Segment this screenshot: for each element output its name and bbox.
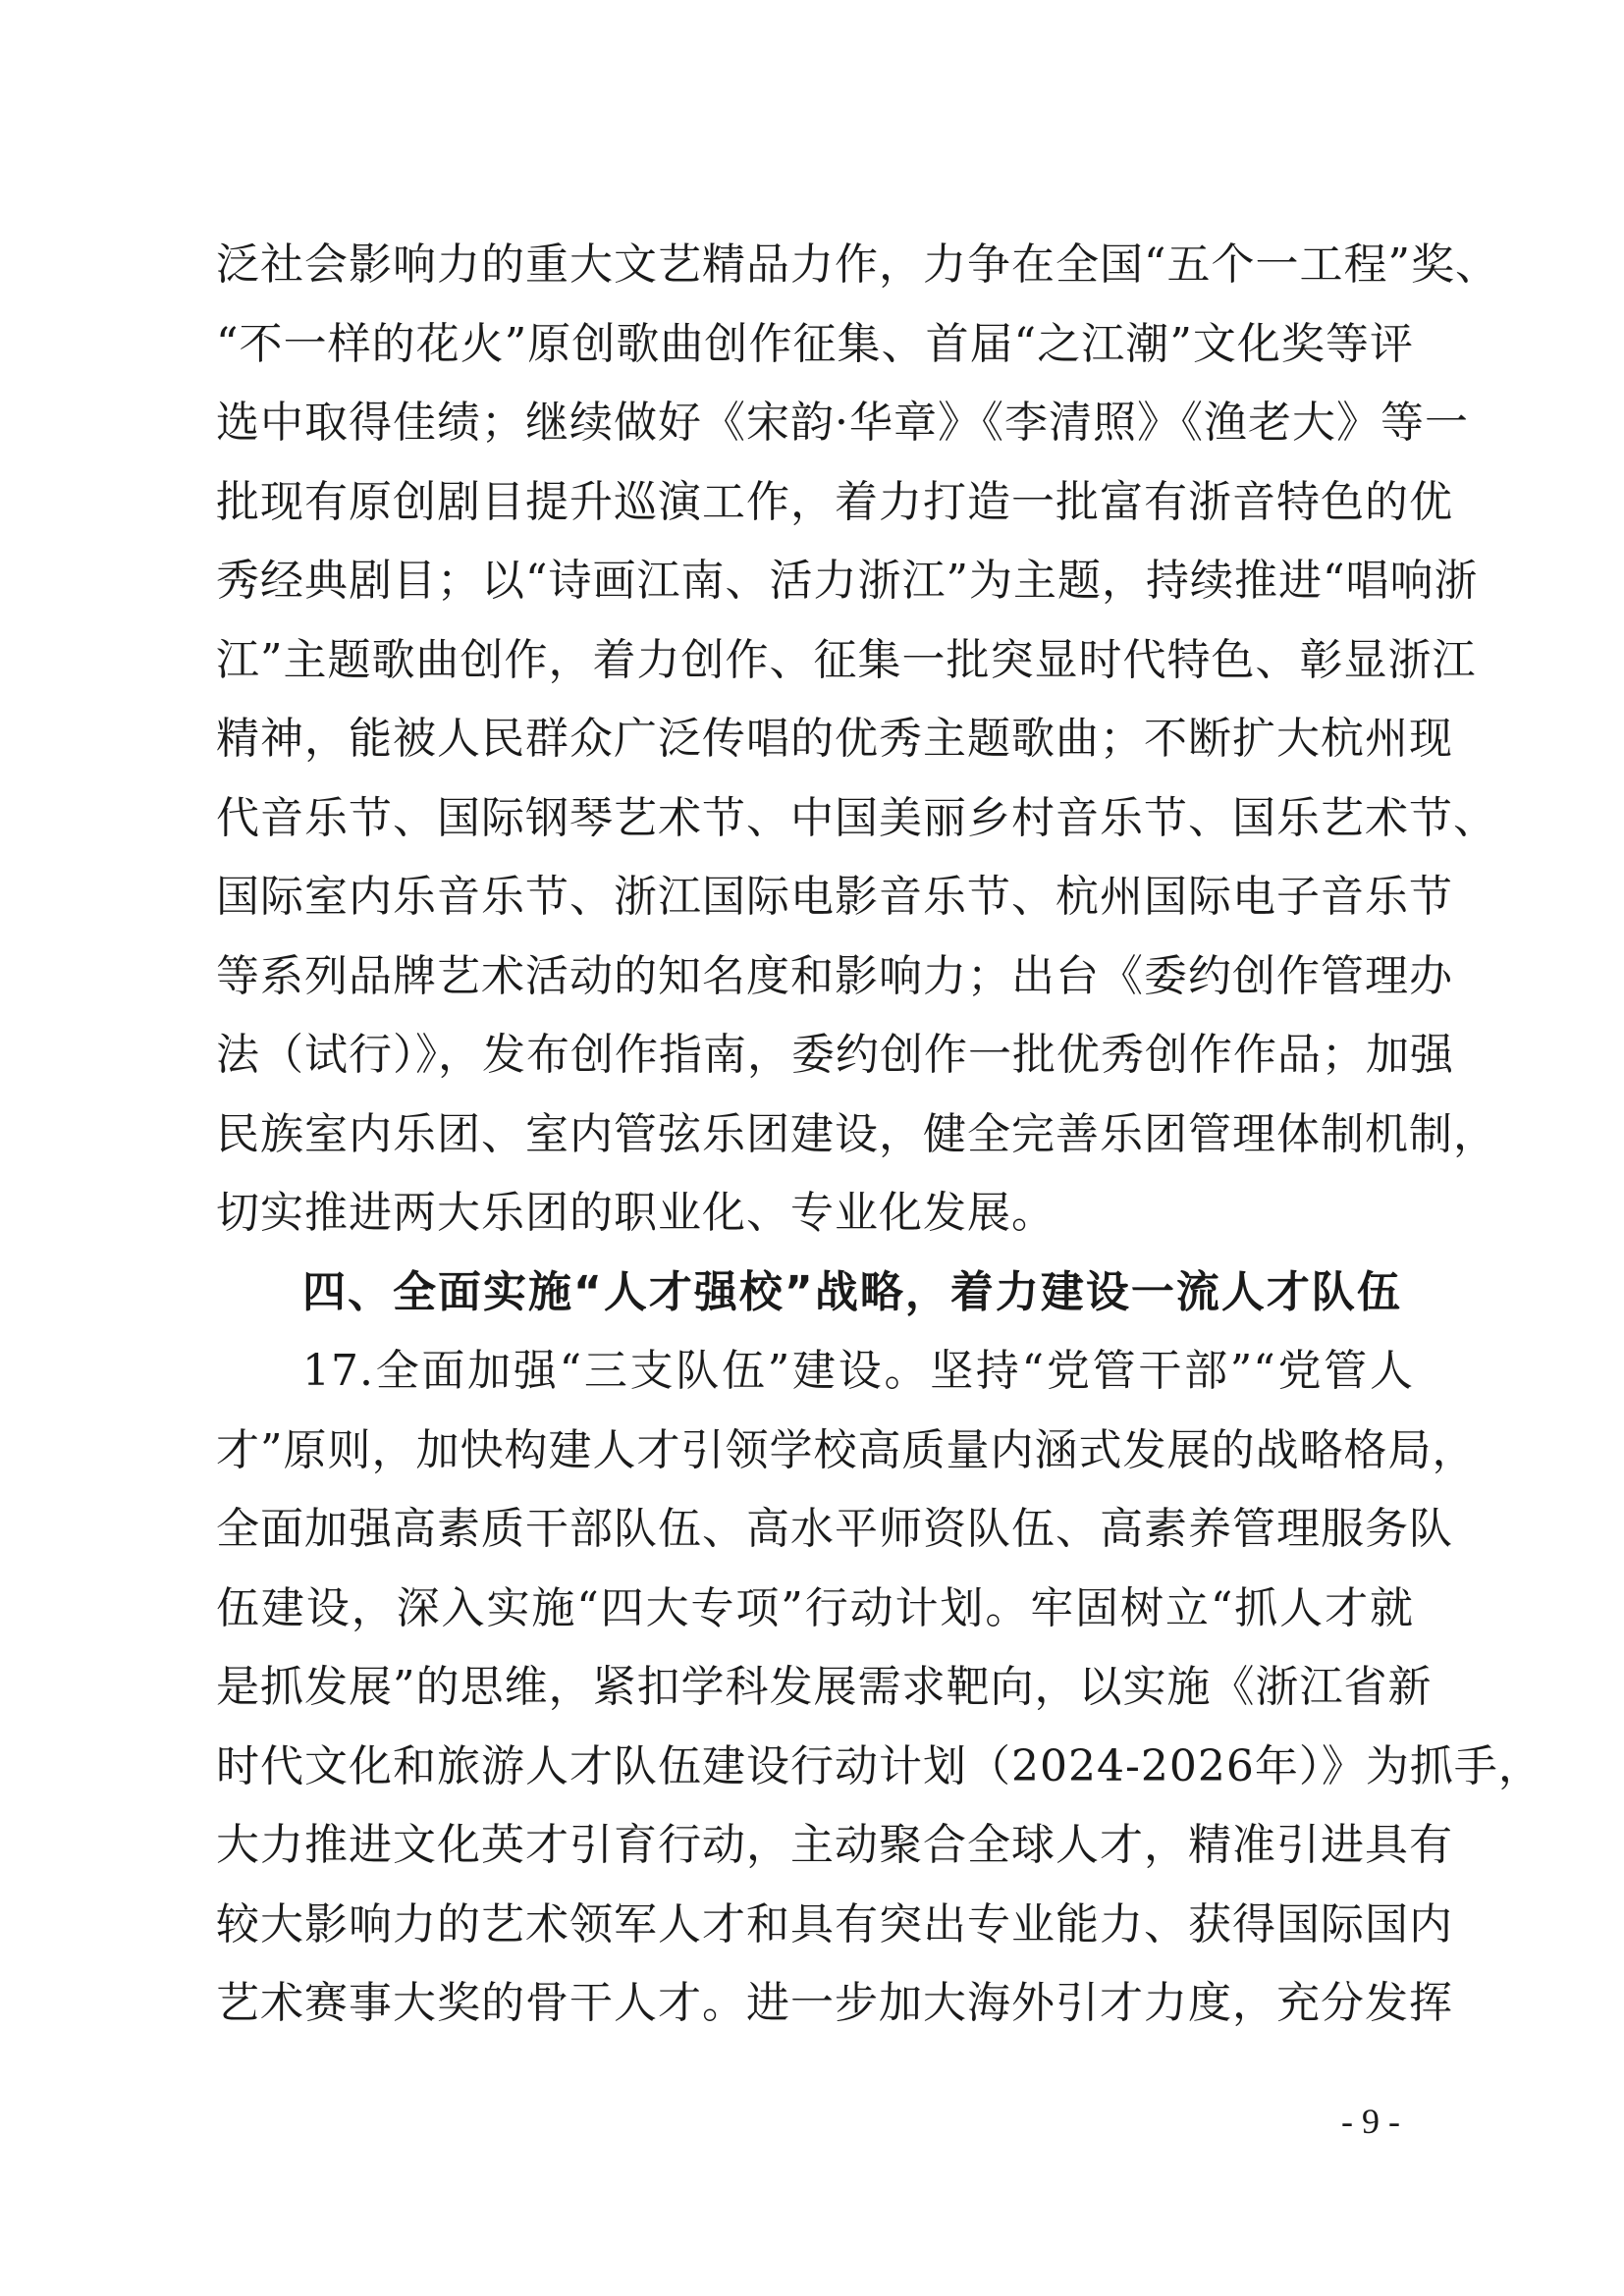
text-line: 国际室内乐音乐节、浙江国际电影音乐节、杭州国际电子音乐节 [216, 872, 1453, 922]
text-line: 较大影响力的艺术领军人才和具有突出专业能力、获得国际国内 [216, 1898, 1453, 1949]
paragraph-section-17 [216, 1332, 1543, 2044]
page-number: - 9 - [1341, 2102, 1400, 2141]
text-line: 代音乐节、国际钢琴艺术节、中国美丽乡村音乐节、国乐艺术节、 [216, 792, 1497, 843]
text-line: 秀经典剧目；以“诗画江南、活力浙江”为主题，持续推进“唱响浙 [216, 556, 1479, 606]
text-line: 民族室内乐团、室内管弦乐团建设，健全完善乐团管理体制机制， [216, 1108, 1497, 1159]
text-line: 是抓发展”的思维，紧扣学科发展需求靶向，以实施《浙江省新 [216, 1662, 1433, 1712]
text-line: 艺术赛事大奖的骨干人才。进一步加大海外引才力度，充分发挥 [216, 1978, 1453, 2028]
text-line: 泛社会影响力的重大文艺精品力作，力争在全国“五个一工程”奖、 [216, 240, 1499, 290]
text-line: 精神，能被人民群众广泛传唱的优秀主题歌曲；不断扩大杭州现 [216, 714, 1453, 764]
text-line: 江”主题歌曲创作，着力创作、征集一批突显时代特色、彰显浙江 [216, 634, 1477, 685]
text-line: 批现有原创剧目提升巡演工作，着力打造一批富有浙音特色的优 [216, 476, 1453, 527]
body-text [216, 226, 1543, 2044]
text-line: 选中取得佳绩；继续做好《宋韵·华章》《李清照》《渔老大》等一 [216, 398, 1469, 448]
text-line: 大力推进文化英才引育行动，主动聚合全球人才，精准引进具有 [216, 1820, 1453, 1870]
text-line: “不一样的花火”原创歌曲创作征集、首届“之江潮”文化奖等评 [216, 318, 1414, 369]
text-line: 等系列品牌艺术活动的知名度和影响力；出台《委约创作管理办 [216, 950, 1453, 1001]
text-line: 17.全面加强“三支队伍”建设。坚持“党管干部”“党管人 [302, 1346, 1414, 1396]
text-line: 法（试行）》，发布创作指南，委约创作一批优秀创作作品；加强 [216, 1030, 1454, 1080]
paragraph-continued [216, 226, 1499, 1254]
text-line: 时代文化和旅游人才队伍建设行动计划（2024-2026年）》为抓手， [216, 1740, 1543, 1791]
section-heading: 四、全面实施“人才强校”战略，着力建设一流人才队伍 [302, 1266, 1402, 1317]
text-line: 才”原则，加快构建人才引领学校高质量内涵式发展的战略格局， [216, 1424, 1477, 1475]
text-line: 切实推进两大乐团的职业化、专业化发展。 [216, 1188, 1056, 1238]
text-line: 全面加强高素质干部队伍、高水平师资队伍、高素养管理服务队 [216, 1504, 1453, 1554]
text-line: 伍建设，深入实施“四大专项”行动计划。牢固树立“抓人才就 [216, 1582, 1414, 1633]
